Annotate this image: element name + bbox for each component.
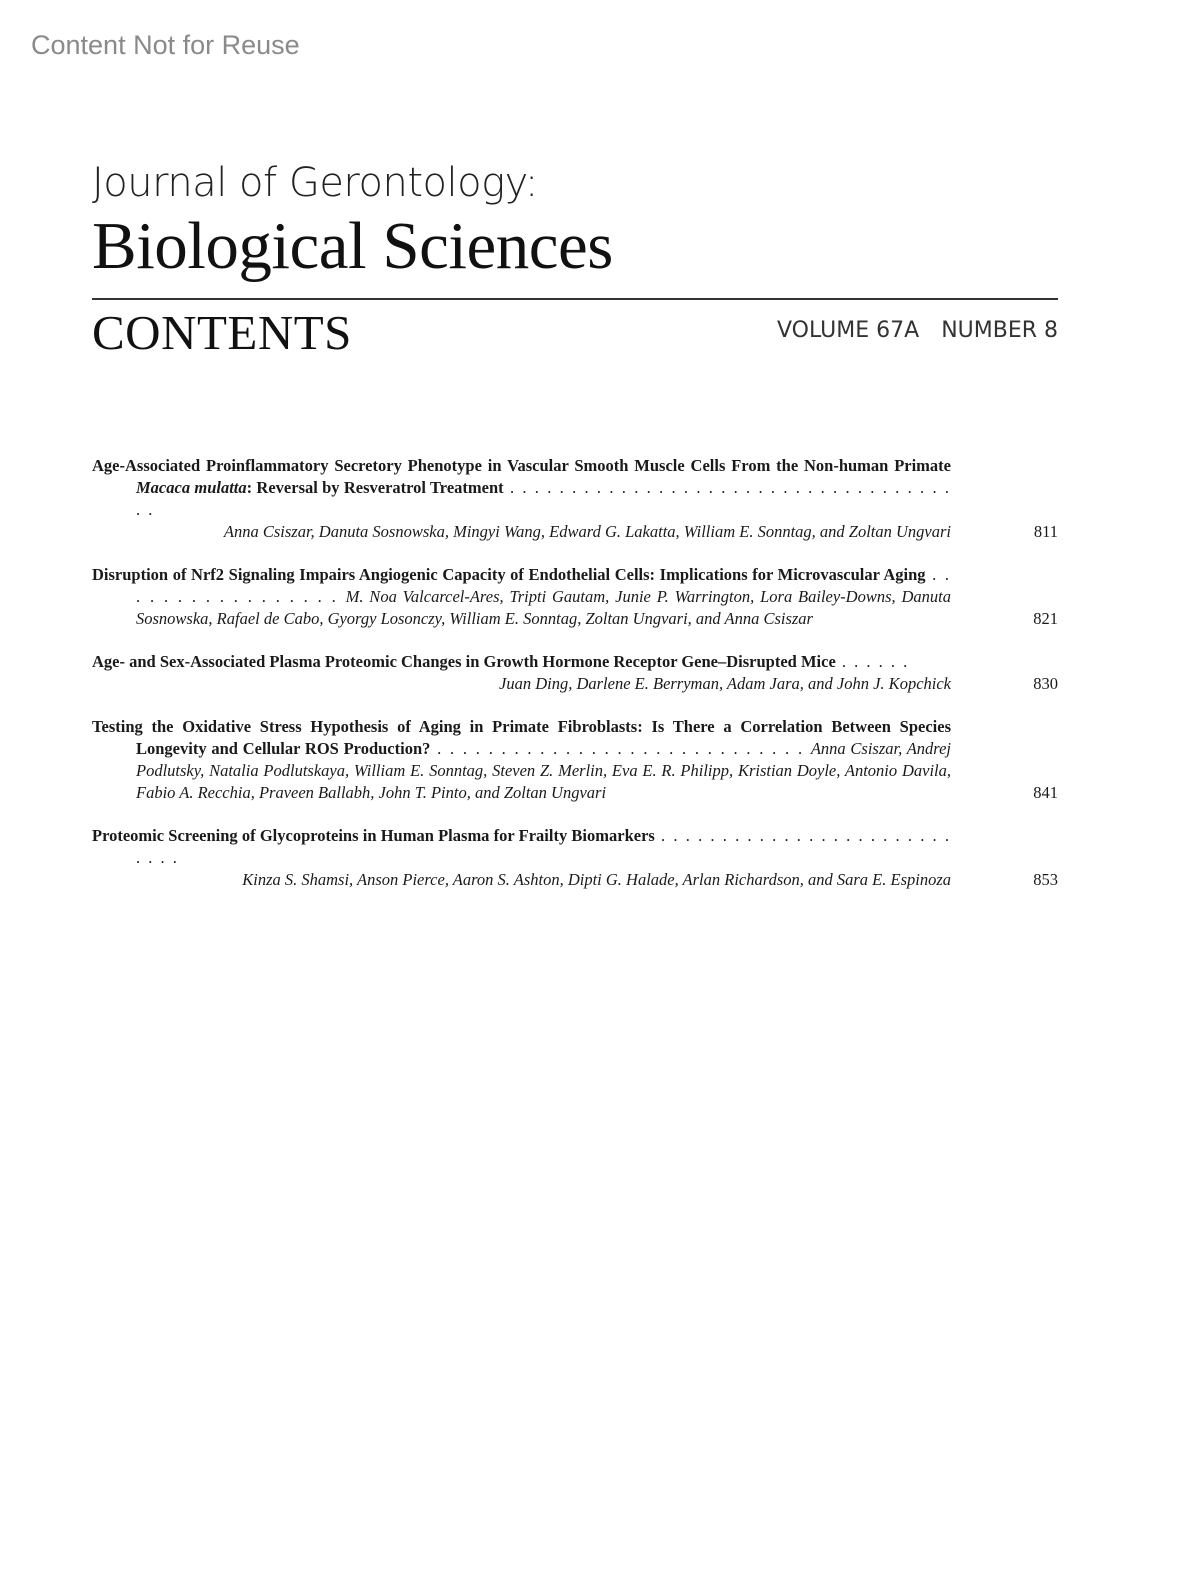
article-authors: M. Noa Valcarcel-Ares, Tripti Gautam, Junie P. Warrington, Lora Bailey-Downs, Danuta Sosnowska, Rafael de Cabo, Gyorgy Losonczy, William E. Sonntag, Zoltan Ungvari, and Anna Csiszar: [136, 587, 952, 628]
page-number: 821: [1033, 609, 1058, 628]
table-of-contents: [92, 455, 1058, 912]
journal-title-line1: Journal of Gerontology:: [92, 160, 538, 206]
toc-entry-text: [92, 825, 951, 891]
toc-entry-text: [92, 651, 951, 695]
header-rule: [92, 298, 1058, 300]
number-label: NUMBER 8: [941, 318, 1058, 343]
masthead: [92, 160, 1058, 360]
article-authors: Juan Ding, Darlene E. Berryman, Adam Jara, and John J. Kopchick: [499, 674, 951, 693]
toc-entry-text: [92, 716, 951, 804]
page-number: 853: [1033, 870, 1058, 889]
page-number: 841: [1033, 783, 1058, 802]
article-title[interactable]: Disruption of Nrf2 Signaling Impairs Angiogenic Capacity of Endothelial Cells: Implications for Microvascular Aging: [92, 565, 926, 584]
dot-leader: . . . . . . . . . . . . . . . . . . . . . . . . . . . .: [136, 826, 951, 867]
toc-entry-text: [92, 564, 951, 630]
contents-header: [92, 305, 1058, 360]
article-authors: Anna Csiszar, Andrej Podlutsky, Natalia Podlutskaya, William E. Sonntag, Steven Z. Merlin, Eva E. R. Philipp, Kristian Doyle, Antonio Davila, Fabio A. Recchia, Praveen Ballabh, John T. Pinto, and Zoltan Ungvari: [136, 739, 951, 802]
toc-entry[interactable]: [92, 455, 1058, 543]
article-authors: Kinza S. Shamsi, Anson Pierce, Aaron S. Ashton, Dipti G. Halade, Arlan Richardson, and Sara E. Espinoza: [242, 870, 951, 889]
journal-title-line2: Biological Sciences: [92, 209, 613, 283]
volume-label: VOLUME 67A: [777, 318, 920, 343]
toc-entry[interactable]: [92, 716, 1058, 804]
dot-leader: . . . . . . . . . . . . . . . . . . . . . . . . . . . . .: [430, 739, 811, 758]
volume-info: [777, 318, 1058, 343]
dot-leader: . . . . . . . . . . . . . . . . . . . . . . . . . . . . . . . . . . . . . .: [136, 478, 951, 519]
dot-leader: . . . . . . . . . . . . . . . . .: [136, 565, 952, 606]
article-title[interactable]: Proteomic Screening of Glycoproteins in Human Plasma for Frailty Biomarkers: [92, 826, 655, 845]
toc-entry[interactable]: [92, 651, 1058, 695]
article-title[interactable]: Age-Associated Proinflammatory Secretory Phenotype in Vascular Smooth Muscle Cells From the Non-human Primate Macaca mulatta: Reversal by Resveratrol Treatment: [92, 456, 951, 497]
article-title[interactable]: Age- and Sex-Associated Plasma Proteomic Changes in Growth Hormone Receptor Gene–Disrupted Mice: [92, 652, 836, 671]
article-authors: Anna Csiszar, Danuta Sosnowska, Mingyi Wang, Edward G. Lakatta, William E. Sonntag, and Zoltan Ungvari: [223, 522, 951, 541]
article-title[interactable]: Testing the Oxidative Stress Hypothesis of Aging in Primate Fibroblasts: Is There a Correlation Between Species Longevity and Cellular ROS Production?: [92, 717, 951, 758]
page-number: 811: [1033, 522, 1058, 541]
toc-entry[interactable]: [92, 564, 1058, 630]
contents-label: CONTENTS: [92, 305, 352, 360]
toc-entry-text: [92, 455, 951, 543]
watermark: Content Not for Reuse: [31, 30, 300, 60]
page-number: 830: [1033, 674, 1058, 693]
toc-entry[interactable]: [92, 825, 1058, 891]
dot-leader: . . . . . .: [835, 652, 910, 671]
